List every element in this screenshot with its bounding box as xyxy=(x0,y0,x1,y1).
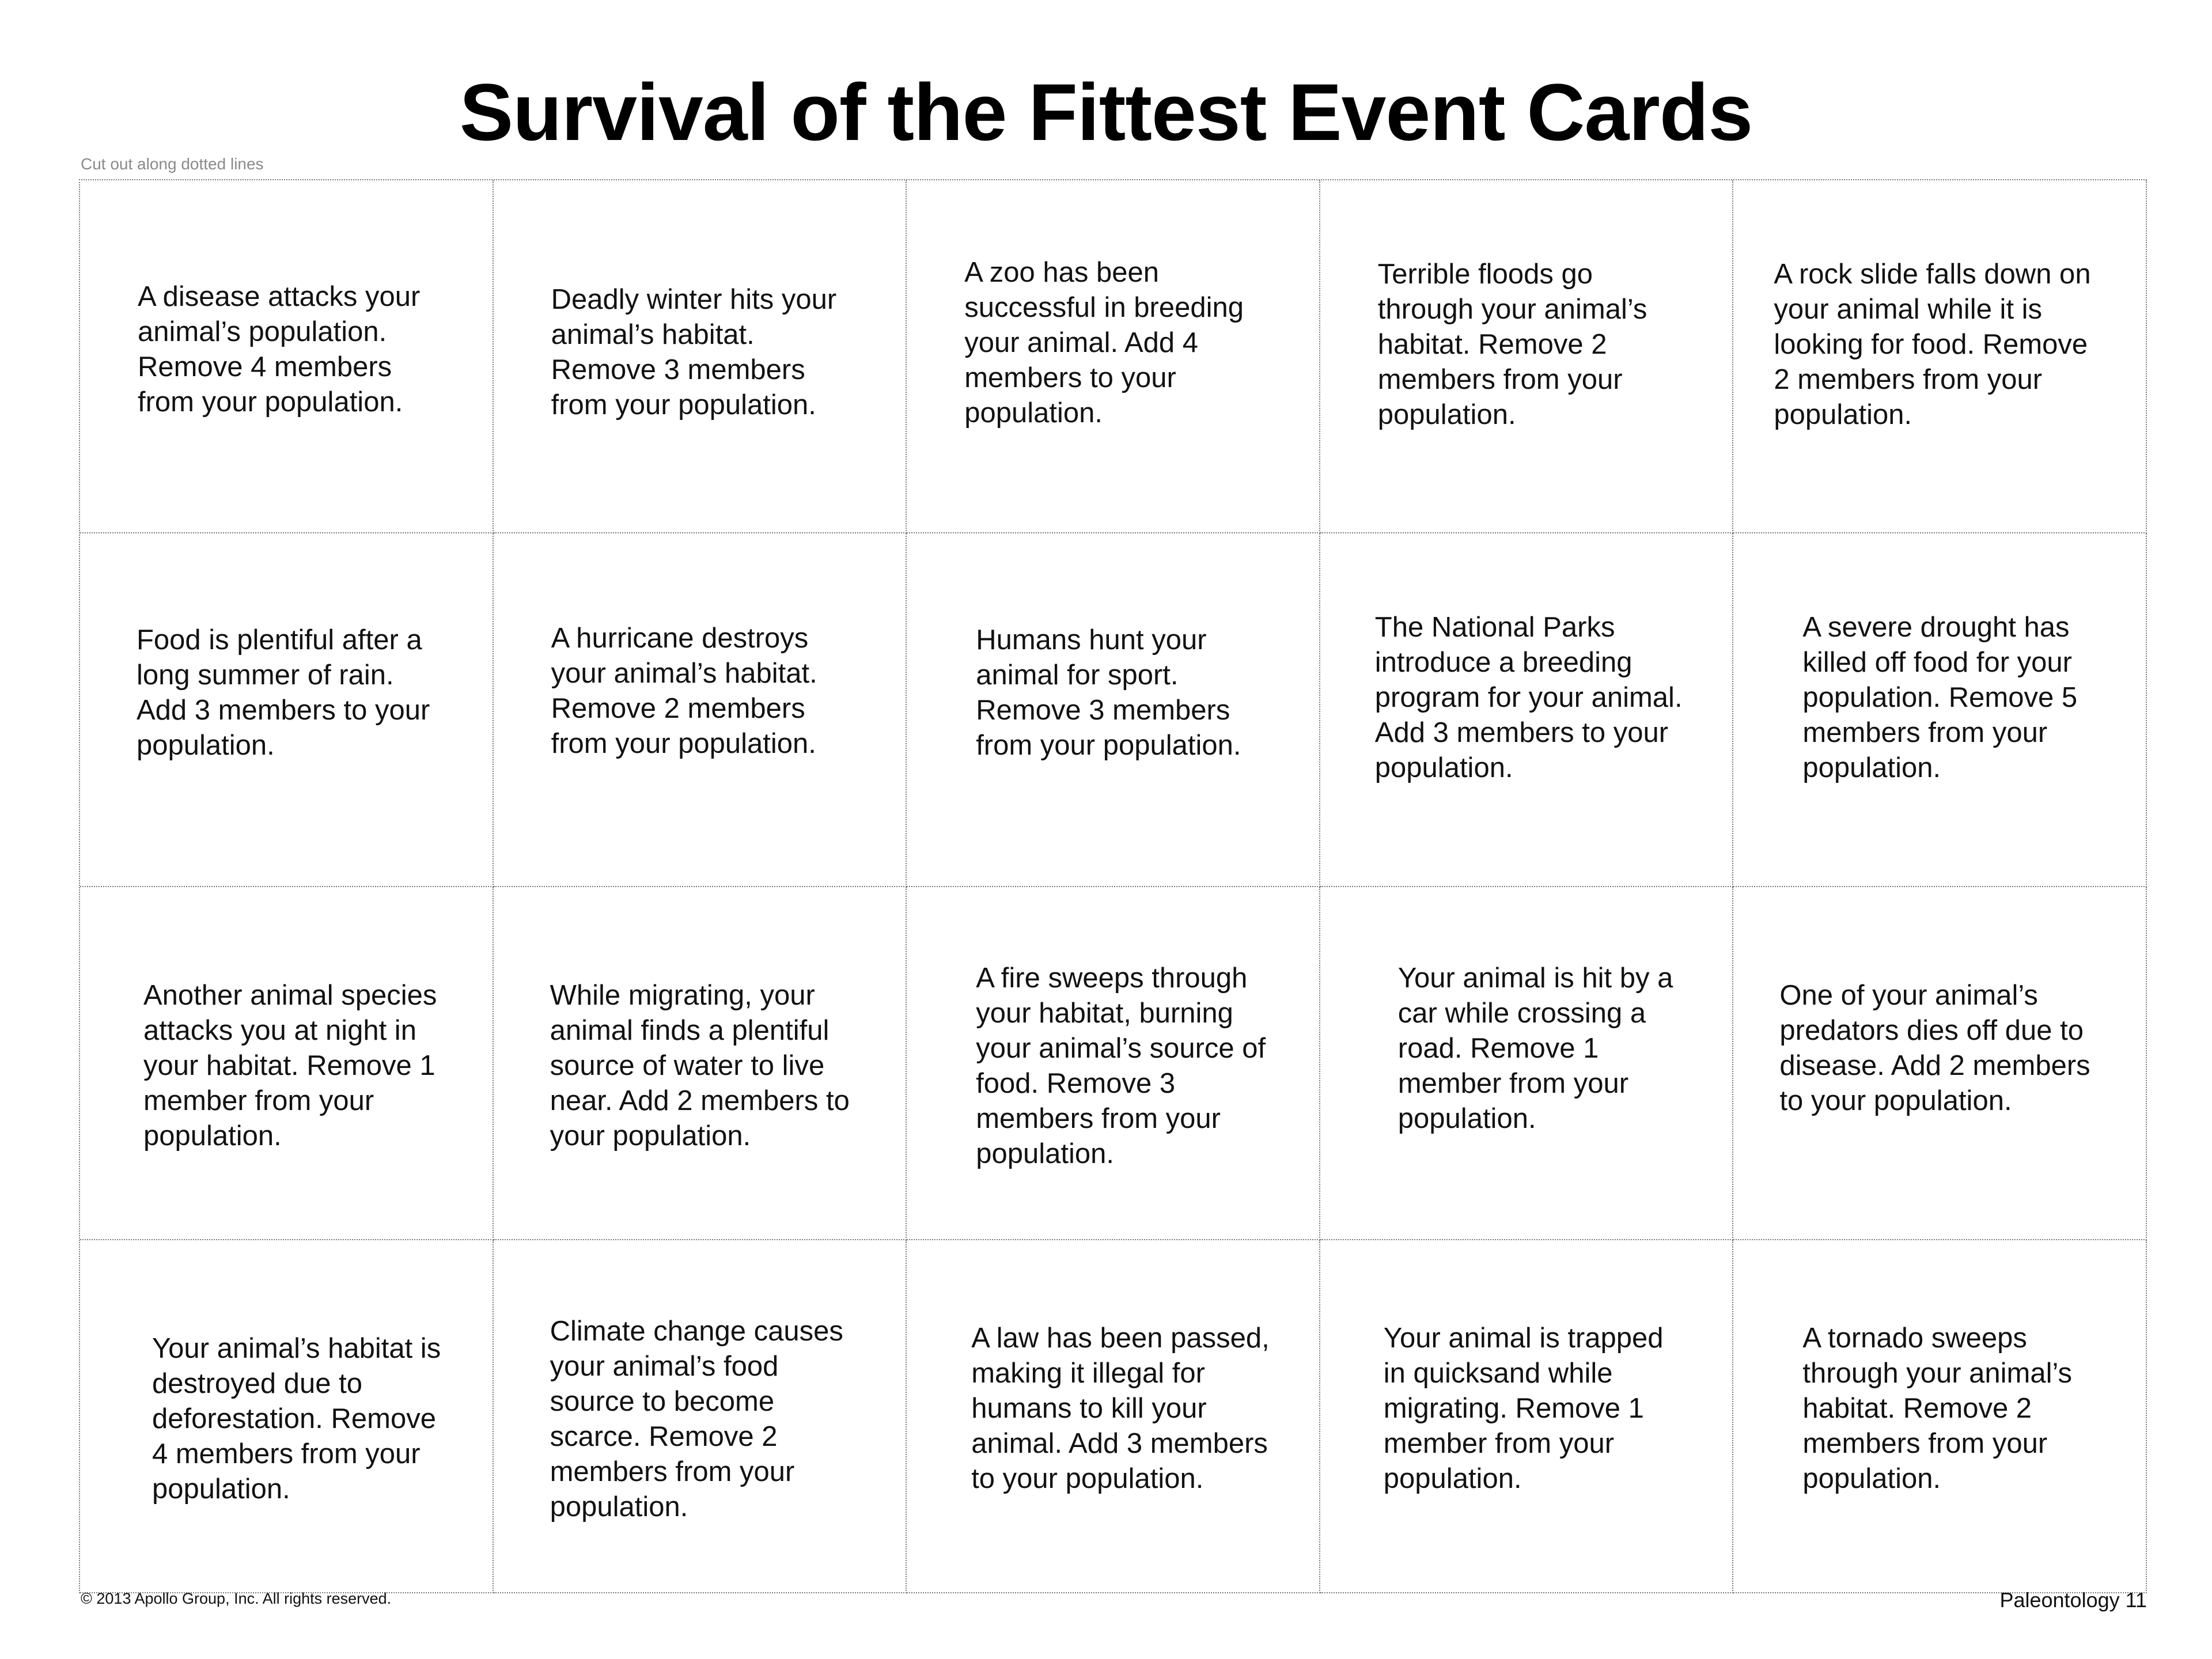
event-card xyxy=(494,887,907,1240)
event-card-text: A rock slide falls down on your animal while it is looking for food. Remove 2 members from your population. xyxy=(1774,259,2091,430)
event-card-text: A fire sweeps through your habitat, burning your animal’s source of food. Remove 3 members from your population. xyxy=(976,962,1266,1169)
event-card-text: Food is plentiful after a long summer of rain. Add 3 members to your population. xyxy=(137,624,430,762)
event-card-text: A severe drought has killed off food for your population. Remove 5 members from your population. xyxy=(1802,612,2078,784)
event-card-text: Deadly winter hits your animal’s habitat. Remove 3 members from your population. xyxy=(551,284,837,421)
event-card xyxy=(1733,887,2147,1240)
event-card-text: One of your animal’s predators dies off due to disease. Add 2 members to your population. xyxy=(1779,979,2090,1116)
event-card xyxy=(1320,1240,1734,1593)
copyright-notice: © 2013 Apollo Group, Inc. All rights reserved. xyxy=(81,1590,392,1607)
event-card xyxy=(80,887,494,1240)
event-card xyxy=(1320,180,1734,533)
event-card xyxy=(80,1240,494,1593)
page-number: Paleontology 11 xyxy=(1999,1588,2147,1612)
event-card xyxy=(1320,533,1734,887)
event-card xyxy=(907,887,1320,1240)
event-card-text: A hurricane destroys your animal’s habitat. Remove 2 members from your population. xyxy=(551,623,817,760)
event-card-text: Another animal species attacks you at night in your habitat. Remove 1 member from your population. xyxy=(143,979,437,1152)
event-card-text: Climate change causes your animal’s food source to become scarce. Remove 2 members from your population. xyxy=(550,1315,843,1522)
event-card-text: Your animal is trapped in quicksand while migrating. Remove 1 member from your population. xyxy=(1383,1322,1664,1494)
event-card xyxy=(80,180,494,533)
event-card-text: Humans hunt your animal for sport. Remove 3 members from your population. xyxy=(976,624,1241,762)
event-card xyxy=(494,180,907,533)
event-card-text: Your animal is hit by a car while crossing a road. Remove 1 member from your population. xyxy=(1397,962,1673,1134)
page-title: Survival of the Fittest Event Cards xyxy=(459,67,1753,157)
event-card xyxy=(494,1240,907,1593)
event-card-text: Terrible floods go through your animal’s habitat. Remove 2 members from your population. xyxy=(1377,259,1647,430)
event-card-text: The National Parks introduce a breeding program for your animal. Add 3 members to your population. xyxy=(1374,612,1683,784)
event-card xyxy=(80,533,494,887)
event-card-text: A zoo has been successful in breeding your animal. Add 4 members to your population. xyxy=(964,257,1244,429)
event-card xyxy=(1733,180,2147,533)
event-card xyxy=(907,180,1320,533)
event-card xyxy=(907,533,1320,887)
event-card-text: A law has been passed, making it illegal for humans to kill your animal. Add 3 members to your population. xyxy=(971,1322,1270,1494)
event-card-grid xyxy=(79,179,2147,1593)
event-card-text: While migrating, your animal finds a plentiful source of water to live near. Add 2 members to your population. xyxy=(550,979,850,1152)
event-card-text: Your animal’s habitat is destroyed due to deforestation. Remove 4 members from your population. xyxy=(152,1332,441,1505)
event-card xyxy=(907,1240,1320,1593)
event-card xyxy=(1320,887,1734,1240)
event-card xyxy=(1733,533,2147,887)
event-card xyxy=(1733,1240,2147,1593)
event-card xyxy=(494,533,907,887)
cut-instruction: Cut out along dotted lines xyxy=(81,155,264,173)
event-card-text: A disease attacks your animal’s population. Remove 4 members from your population. xyxy=(138,281,421,418)
event-card-text: A tornado sweeps through your animal’s habitat. Remove 2 members from your population. xyxy=(1802,1322,2072,1494)
